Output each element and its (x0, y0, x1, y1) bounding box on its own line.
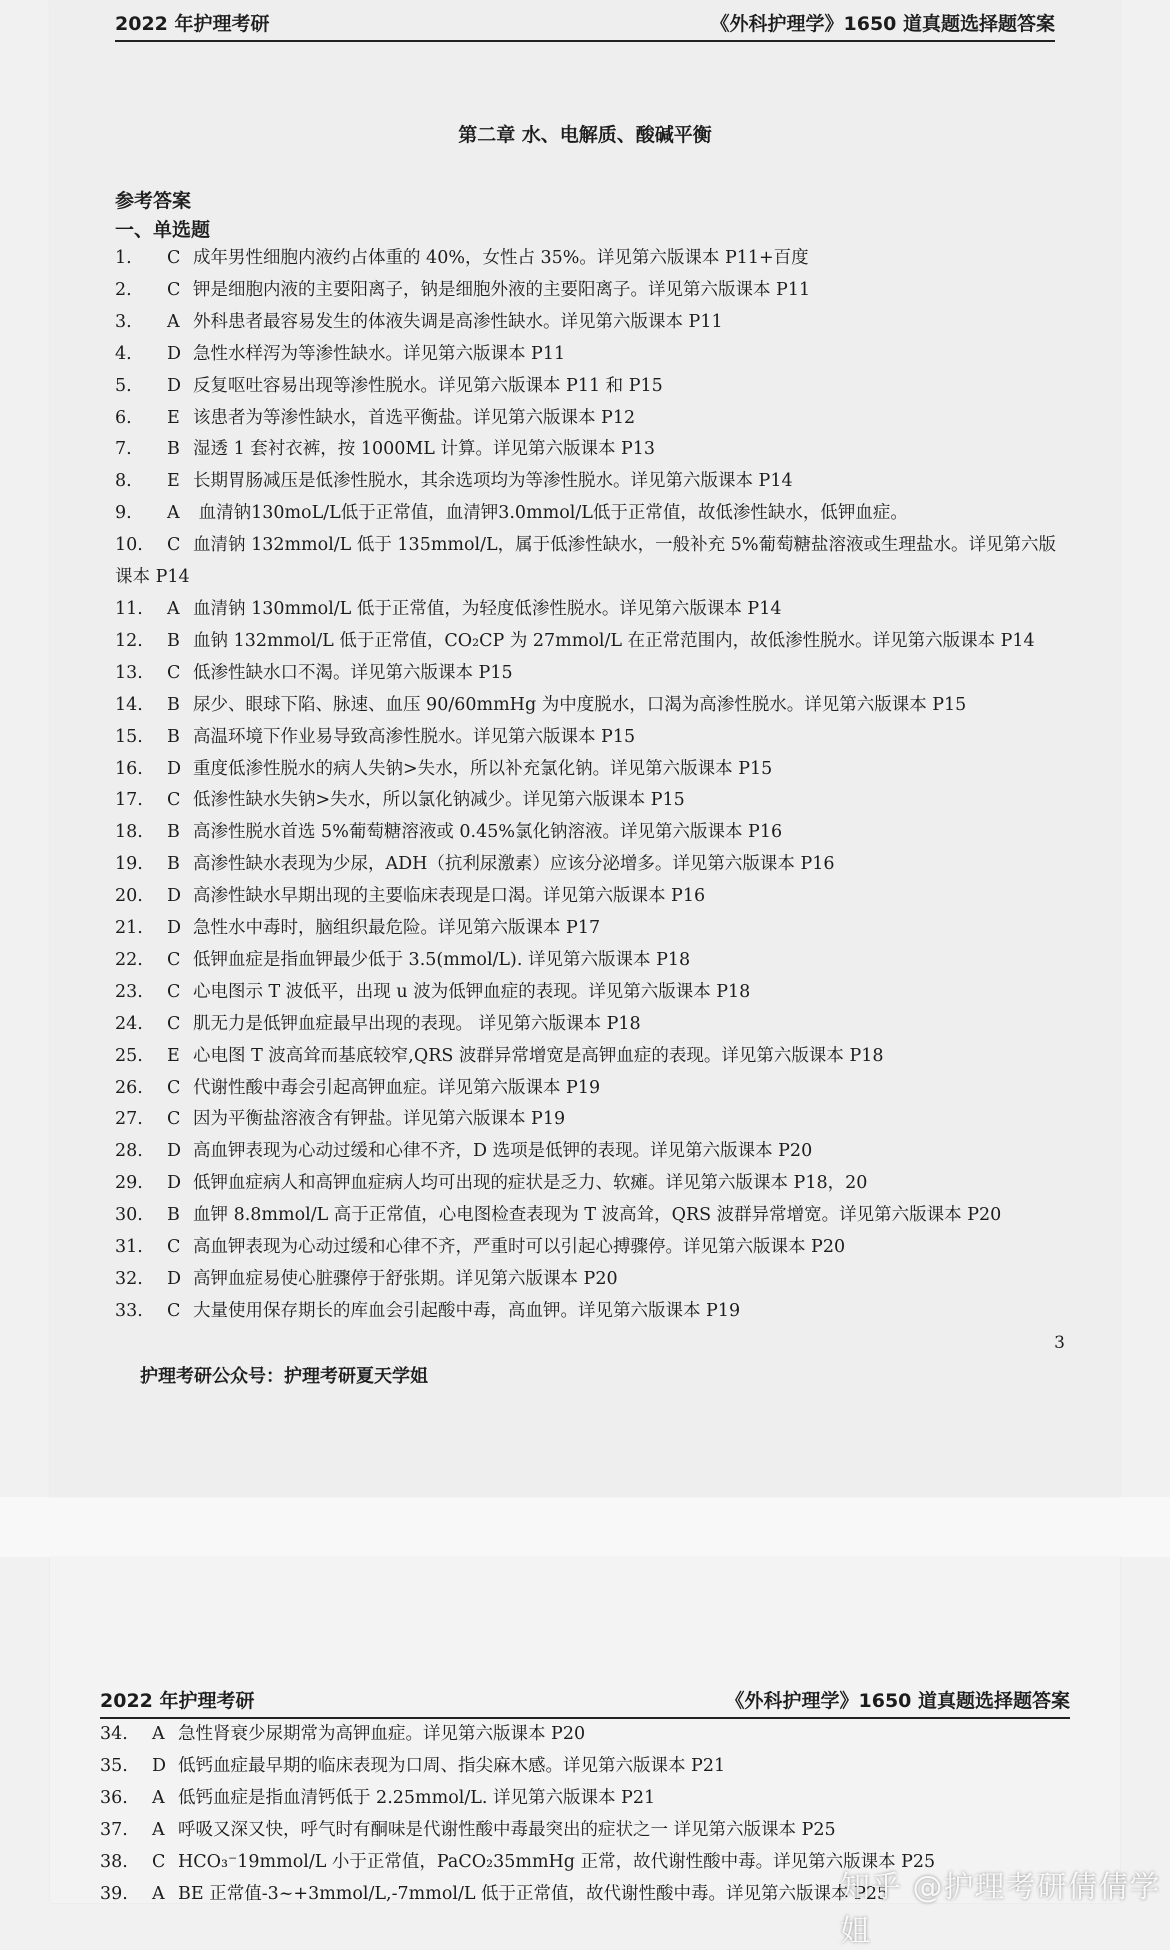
explanation-text: HCO₃⁻19mmol/L 小于正常值，PaCO₂35mmHg 正常，故代谢性酸中毒。详见第六版课本 P25 (178, 1851, 936, 1872)
list-item (115, 1104, 1070, 1136)
list-item (115, 658, 1070, 690)
page-footer: 护理考研公众号：护理考研夏天学姐 (140, 1366, 428, 1387)
answer-letter: B (167, 694, 180, 715)
answer-letter: B (167, 854, 180, 875)
item-number: 14. (115, 694, 143, 715)
explanation-text: 血钾 8.8mmol/L 高于正常值，心电图检查表现为 T 波高耸，QRS 波群异常增宽。详见第六版课本 P20 (193, 1205, 1002, 1226)
item-number: 9. (115, 503, 132, 524)
list-item (115, 1296, 1070, 1328)
item-number: 7. (115, 439, 132, 460)
answer-letter: C (167, 790, 181, 811)
answer-letter: C (167, 248, 181, 268)
answer-letter: E (167, 471, 180, 492)
list-item (100, 1719, 1070, 1751)
explanation-text: 因为平衡盐溶液含有钾盐。详见第六版课本 P19 (193, 1109, 566, 1130)
list-item (115, 434, 1070, 466)
item-number: 25. (115, 1045, 143, 1066)
section-heading: 一、单选题 (115, 219, 211, 241)
answer-letter: A (152, 1787, 165, 1808)
item-number: 4. (115, 343, 132, 364)
page-gap (0, 1497, 1170, 1557)
header-right: 《外科护理学》1650 道真题选择题答案 (725, 1690, 1070, 1712)
item-number: 13. (115, 662, 143, 683)
answer-letter: C (167, 981, 181, 1002)
list-item (115, 1009, 1070, 1041)
answer-letter: B (167, 630, 180, 651)
list-item (115, 849, 1070, 881)
item-number: 6. (115, 407, 132, 428)
answer-letter: C (167, 279, 181, 300)
explanation-text: 急性水中毒时，脑组织最危险。详见第六版课本 P17 (193, 918, 601, 939)
list-item (115, 403, 1070, 435)
item-number: 5. (115, 375, 132, 396)
explanation-text: 高渗性脱水首选 5%葡萄糖溶液或 0.45%氯化钠溶液。详见第六版课本 P16 (193, 822, 783, 843)
explanation-text: 呼吸又深又快，呼气时有酮味是代谢性酸中毒最突出的症状之一 详见第六版课本 P25 (178, 1819, 836, 1840)
explanation-text: 代谢性酸中毒会引起高钾血症。详见第六版课本 P19 (193, 1077, 601, 1098)
list-item (115, 530, 1070, 594)
list-item (115, 339, 1070, 371)
item-number: 39. (100, 1883, 128, 1904)
page-header (100, 1683, 1070, 1719)
list-item (115, 913, 1070, 945)
header-right: 《外科护理学》1650 道真题选择题答案 (710, 13, 1055, 35)
explanation-text: 心电图示 T 波低平，出现 u 波为低钾血症的表现。详见第六版课本 P18 (193, 981, 751, 1002)
list-item (115, 1073, 1070, 1105)
list-item (100, 1815, 1070, 1847)
document-page-1 (50, 0, 1120, 1497)
item-number: 3. (115, 311, 132, 332)
explanation-text: 成年男性细胞内液约占体重的 40%，女性占 35%。详见第六版课本 P11+百度 (193, 248, 809, 268)
item-number: 19. (115, 854, 143, 875)
explanation-text: 高渗性缺水表现为少尿，ADH（抗利尿激素）应该分泌增多。详见第六版课本 P16 (193, 854, 835, 875)
answer-letter: B (167, 822, 180, 843)
explanation-text: 钾是细胞内液的主要阳离子，钠是细胞外液的主要阳离子。详见第六版课本 P11 (193, 279, 811, 300)
reference-answers-heading: 参考答案 (115, 190, 192, 212)
list-item (100, 1751, 1070, 1783)
explanation-text: 低渗性缺水口不渴。详见第六版课本 P15 (193, 662, 513, 683)
answer-letter: E (167, 407, 180, 428)
answer-letter: A (152, 1883, 165, 1904)
answer-letter: D (167, 375, 182, 396)
answer-letter: C (167, 1077, 181, 1098)
item-number: 27. (115, 1109, 143, 1130)
list-item (115, 817, 1070, 849)
explanation-text: 高温环境下作业易导致高渗性脱水。详见第六版课本 P15 (193, 726, 636, 747)
list-item (115, 466, 1070, 498)
item-number: 11. (115, 598, 143, 619)
explanation-text: 血清钠 132mmol/L 低于 135mmol/L，属于低渗性缺水，一般补充 5%葡萄糖盐溶液或生理盐水。详见第六版课本 P14 (115, 535, 1056, 588)
item-number: 1. (115, 248, 132, 268)
list-item (115, 626, 1070, 658)
item-number: 20. (115, 886, 143, 907)
answer-letter: D (167, 1269, 182, 1289)
list-item (115, 243, 1070, 275)
explanation-text: 长期胃肠减压是低渗性脱水，其余选项均为等渗性脱水。详见第六版课本 P14 (193, 471, 793, 492)
item-number: 22. (115, 949, 143, 970)
explanation-text: 血清钠 130mmol/L 低于正常值，为轻度低渗性脱水。详见第六版课本 P14 (193, 598, 782, 619)
answer-letter: C (167, 1109, 181, 1130)
header-left: 2022 年护理考研 (115, 13, 270, 35)
list-item (115, 1168, 1070, 1200)
answer-letter: E (167, 1045, 180, 1066)
answer-letter: B (167, 439, 180, 460)
list-item (100, 1783, 1070, 1815)
answer-letter: A (167, 311, 180, 332)
explanation-text: 重度低渗性脱水的病人失钠>失水，所以补充氯化钠。详见第六版课本 P15 (193, 758, 773, 779)
document-page-2 (50, 1557, 1120, 1903)
list-item (115, 1041, 1070, 1073)
item-number: 24. (115, 1013, 143, 1034)
item-number: 12. (115, 630, 143, 651)
answer-letter: C (167, 535, 181, 556)
answer-letter: C (167, 1300, 181, 1321)
item-number: 30. (115, 1205, 143, 1226)
answer-letter: C (167, 1013, 181, 1034)
explanation-text: 外科患者最容易发生的体液失调是高渗性缺水。详见第六版课本 P11 (193, 311, 723, 332)
item-number: 34. (100, 1724, 128, 1744)
explanation-text: 高血钾表现为心动过缓和心律不齐，D 选项是低钾的表现。详见第六版课本 P20 (193, 1141, 813, 1162)
list-item (115, 722, 1070, 754)
item-number: 18. (115, 822, 143, 843)
item-number: 10. (115, 535, 143, 556)
explanation-text: 血清钠130moL/L低于正常值，血清钾3.0mmol/L低于正常值，故低渗性缺水，低钾血症。 (193, 503, 908, 524)
explanation-text: 该患者为等渗性缺水，首选平衡盐。详见第六版课本 P12 (193, 407, 636, 428)
answer-letter: A (152, 1724, 165, 1744)
item-number: 31. (115, 1237, 143, 1258)
explanation-text: 湿透 1 套衬衣裤，按 1000ML 计算。详见第六版课本 P13 (193, 439, 656, 460)
list-item (115, 1200, 1070, 1232)
list-item (115, 498, 1070, 530)
list-item (115, 881, 1070, 913)
answer-letter: C (167, 1237, 181, 1258)
answer-letter: A (167, 598, 180, 619)
page-number: 3 (1054, 1333, 1065, 1353)
answer-letter: D (167, 918, 182, 939)
item-number: 16. (115, 758, 143, 779)
explanation-text: 高血钾表现为心动过缓和心律不齐，严重时可以引起心搏骤停。详见第六版课本 P20 (193, 1237, 846, 1258)
list-item (115, 1264, 1070, 1296)
explanation-text: 高钾血症易使心脏骤停于舒张期。详见第六版课本 P20 (193, 1269, 618, 1289)
list-item (115, 690, 1070, 722)
explanation-text: 血钠 132mmol/L 低于正常值，CO₂CP 为 27mmol/L 在正常范围内，故低渗性脱水。详见第六版课本 P14 (193, 630, 1035, 651)
answer-letter: C (167, 949, 181, 970)
page-header (115, 6, 1055, 42)
item-number: 28. (115, 1141, 143, 1162)
explanation-text: 肌无力是低钾血症最早出现的表现。 详见第六版课本 P18 (193, 1013, 641, 1034)
explanation-text: 心电图 T 波高耸而基底较窄,QRS 波群异常增宽是高钾血症的表现。详见第六版课本 P18 (193, 1045, 884, 1066)
item-number: 37. (100, 1819, 128, 1840)
answer-letter: D (167, 1141, 182, 1162)
answer-letter: C (152, 1851, 166, 1872)
explanation-text: 急性水样泻为等渗性缺水。详见第六版课本 P11 (193, 343, 566, 364)
item-number: 38. (100, 1851, 128, 1872)
answer-letter: C (167, 662, 181, 683)
item-number: 17. (115, 790, 143, 811)
answer-letter: B (167, 1205, 180, 1226)
explanation-text: 低钾血症病人和高钾血症病人均可出现的症状是乏力、软瘫。详见第六版课本 P18，20 (193, 1173, 868, 1194)
explanation-text: 低钾血症是指血钾最少低于 3.5(mmol/L). 详见第六版课本 P18 (193, 949, 691, 970)
item-number: 23. (115, 981, 143, 1002)
item-number: 33. (115, 1300, 143, 1321)
list-item (115, 754, 1070, 786)
header-left: 2022 年护理考研 (100, 1690, 255, 1712)
answer-letter: D (152, 1755, 167, 1776)
list-item (115, 977, 1070, 1009)
answer-letter: D (167, 1173, 182, 1194)
answer-letter: A (152, 1819, 165, 1840)
explanation-text: 尿少、眼球下陷、脉速、血压 90/60mmHg 为中度脱水，口渴为高渗性脱水。详见第六版课本 P15 (193, 694, 967, 715)
answer-letter: A (167, 503, 180, 524)
item-number: 35. (100, 1755, 128, 1776)
answer-letter: D (167, 343, 182, 364)
item-number: 32. (115, 1269, 143, 1289)
answer-list (115, 243, 1070, 1328)
list-item (115, 275, 1070, 307)
answer-letter: D (167, 758, 182, 779)
explanation-text: 反复呕吐容易出现等渗性脱水。详见第六版课本 P11 和 P15 (193, 375, 663, 396)
explanation-text: BE 正常值-3~+3mmol/L,-7mmol/L 低于正常值，故代谢性酸中毒。详见第六版课本 P25 (178, 1883, 889, 1904)
explanation-text: 大量使用保存期长的库血会引起酸中毒，高血钾。详见第六版课本 P19 (193, 1300, 741, 1321)
list-item (115, 307, 1070, 339)
item-number: 2. (115, 279, 132, 300)
list-item (115, 785, 1070, 817)
list-item (115, 945, 1070, 977)
item-number: 26. (115, 1077, 143, 1098)
answer-letter: B (167, 726, 180, 747)
list-item (115, 1232, 1070, 1264)
list-item (115, 1136, 1070, 1168)
item-number: 8. (115, 471, 132, 492)
item-number: 21. (115, 918, 143, 939)
list-item (115, 371, 1070, 403)
explanation-text: 低钙血症最早期的临床表现为口周、指尖麻木感。详见第六版课本 P21 (178, 1755, 726, 1776)
item-number: 36. (100, 1787, 128, 1808)
watermark: 知乎 @护理考研倩倩学姐 (840, 1870, 1161, 1949)
explanation-text: 高渗性缺水早期出现的主要临床表现是口渴。详见第六版课本 P16 (193, 886, 706, 907)
item-number: 29. (115, 1173, 143, 1194)
item-number: 15. (115, 726, 143, 747)
answer-letter: D (167, 886, 182, 907)
chapter-title: 第二章 水、电解质、酸碱平衡 (458, 124, 712, 146)
explanation-text: 低渗性缺水失钠>失水，所以氯化钠减少。详见第六版课本 P15 (193, 790, 685, 811)
explanation-text: 急性肾衰少尿期常为高钾血症。详见第六版课本 P20 (178, 1724, 586, 1744)
list-item (115, 594, 1070, 626)
explanation-text: 低钙血症是指血清钙低于 2.25mmol/L. 详见第六版课本 P21 (178, 1787, 656, 1808)
